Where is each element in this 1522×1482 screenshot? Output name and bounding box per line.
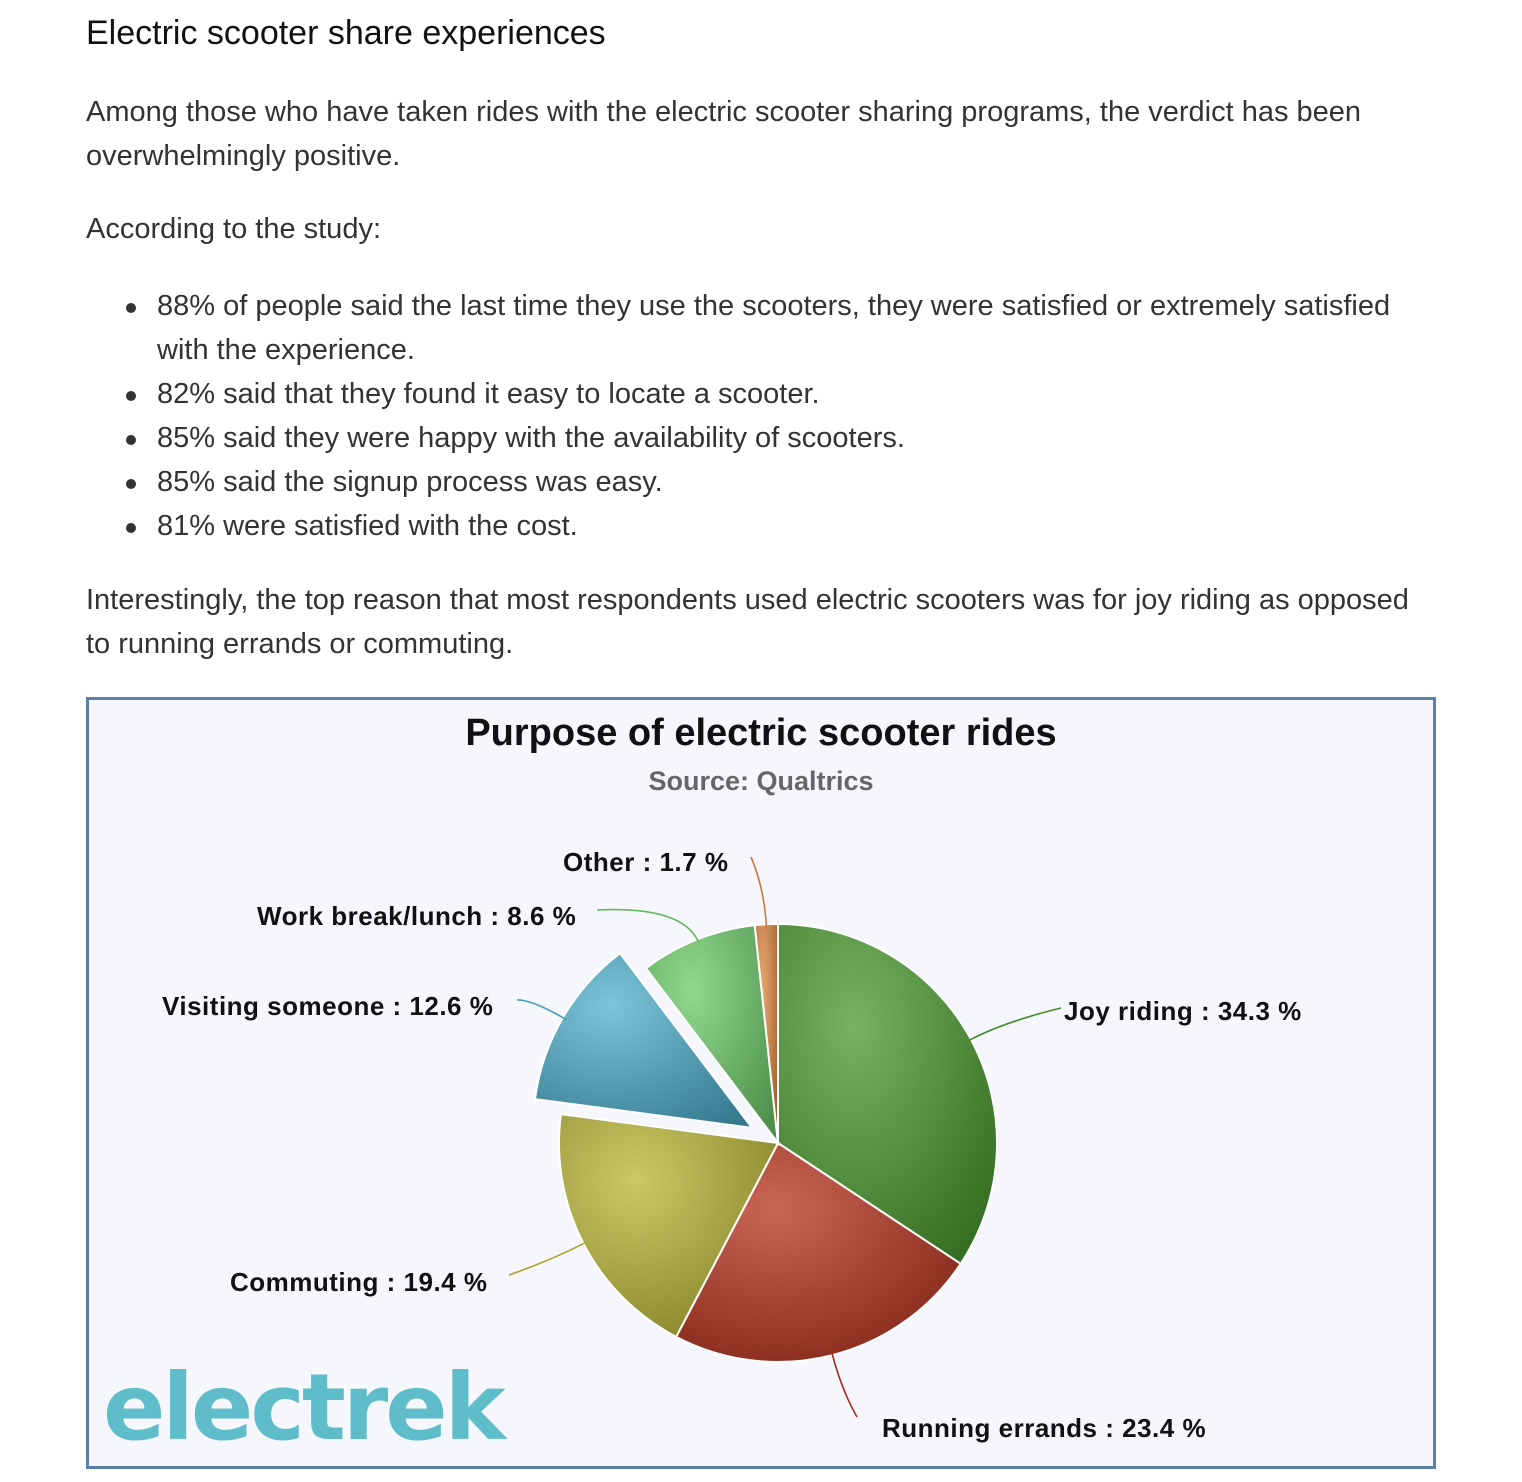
- closing-paragraph: Interestingly, the top reason that most respondents used electric scooters was for joy riding as opposed to running errands or commuting.: [86, 584, 1409, 660]
- slice-label-visiting-someone: Visiting someone : 12.6 %: [162, 991, 494, 1021]
- list-item: 85% said the signup process was easy.: [86, 460, 1426, 504]
- pie-chart: [89, 700, 1433, 1466]
- list-item: 88% of people said the last time they use the scooters, they were satisfied or extremely satisfied with the experience.: [86, 284, 1426, 372]
- leader-line-joy-riding: [967, 1008, 1061, 1041]
- slice-label-work-break-lunch: Work break/lunch : 8.6 %: [257, 901, 577, 931]
- slice-label-joy-riding: Joy riding : 34.3 %: [1064, 996, 1302, 1026]
- leader-line-visiting-someone: [517, 1000, 566, 1020]
- intro-paragraph: Among those who have taken rides with the electric scooter sharing programs, the verdict has been overwhelmingly positive.: [86, 96, 1362, 172]
- list-item: 85% said they were happy with the availability of scooters.: [86, 416, 1426, 460]
- list-item: 82% said that they found it easy to locate a scooter.: [86, 372, 1426, 416]
- slice-label-commuting: Commuting : 19.4 %: [230, 1267, 488, 1297]
- electrek-logo: electrek: [103, 1354, 503, 1461]
- leader-line-other: [751, 857, 767, 928]
- leader-line-work-break-lunch: [597, 910, 699, 944]
- list-item: 81% were satisfied with the cost.: [86, 504, 1426, 548]
- study-lead-paragraph: According to the study:: [86, 213, 381, 245]
- chart-subtitle: Source: Qualtrics: [648, 766, 874, 796]
- chart-title: Purpose of electric scooter rides: [465, 712, 1057, 754]
- leader-line-running-errands: [831, 1351, 857, 1417]
- slice-label-running-errands: Running errands : 23.4 %: [882, 1413, 1207, 1443]
- section-heading: Electric scooter share experiences: [86, 14, 606, 52]
- findings-list: [86, 284, 1426, 548]
- pie-chart-figure: [86, 697, 1436, 1469]
- slice-label-other: Other : 1.7 %: [563, 847, 729, 877]
- leader-line-commuting: [509, 1242, 587, 1275]
